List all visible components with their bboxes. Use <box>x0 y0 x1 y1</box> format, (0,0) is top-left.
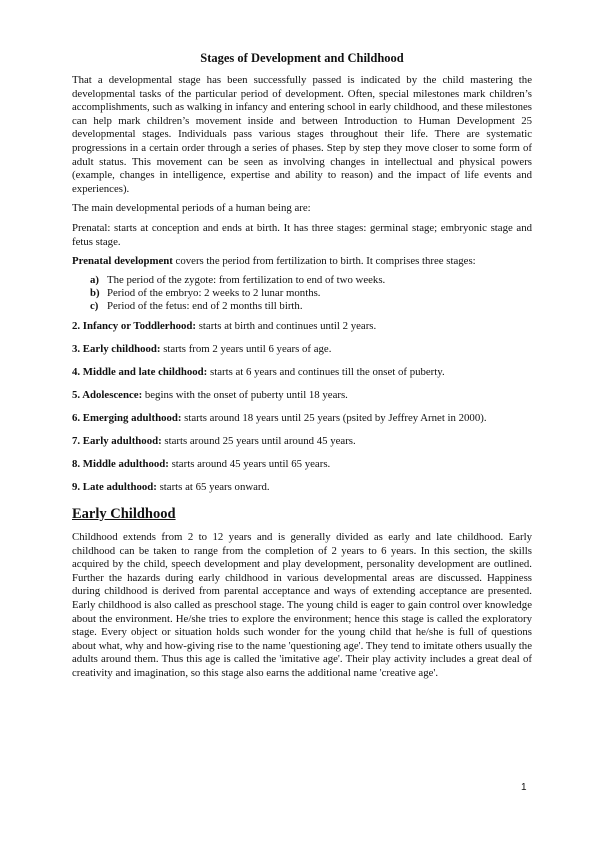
sub-stage-item <box>90 287 532 300</box>
stage-item <box>72 366 532 380</box>
page-number: 1 <box>521 782 527 793</box>
sub-stage-text: The period of the zygote: from fertilization to end of two weeks. <box>107 273 386 286</box>
stage-item <box>72 458 532 472</box>
stage-label: 3. Early childhood: <box>72 342 161 355</box>
stage-item <box>72 435 532 449</box>
stage-description: starts at birth and continues until 2 years. <box>196 319 377 332</box>
stage-item <box>72 412 532 426</box>
stage-label: 9. Late adulthood: <box>72 481 157 494</box>
stage-description: starts at 6 years and continues till the onset of puberty. <box>207 365 445 378</box>
stage-label: 7. Early adulthood: <box>72 435 162 448</box>
stage-label: 4. Middle and late childhood: <box>72 365 208 378</box>
stage-item <box>72 320 532 334</box>
prenatal-paragraph: Prenatal: starts at conception and ends at birth. It has three stages: germinal stage; embryonic stage and fetus stage. <box>72 221 532 248</box>
sub-stage-letter: c) <box>90 299 99 312</box>
prenatal-development-text: covers the period from fertilization to birth. It comprises three stages: <box>172 255 476 268</box>
sub-stage-text: Period of the embryo: 2 weeks to 2 lunar months. <box>107 286 321 299</box>
prenatal-development-paragraph <box>72 255 532 269</box>
document-title: Stages of Development and Childhood <box>200 51 404 65</box>
stage-label: 2. Infancy or Toddlerhood: <box>72 319 196 332</box>
periods-intro: The main developmental periods of a human being are: <box>72 202 311 215</box>
sub-stage-text: Period of the fetus: end of 2 months till birth. <box>107 299 303 312</box>
stage-description: starts from 2 years until 6 years of age. <box>160 342 332 355</box>
stage-label: 8. Middle adulthood: <box>72 458 169 471</box>
stage-label: 6. Emerging adulthood: <box>72 412 182 425</box>
stage-item <box>72 481 532 495</box>
section-heading: Early Childhood <box>72 505 176 522</box>
sub-stage-item <box>90 300 532 313</box>
stage-description: starts at 65 years onward. <box>156 481 270 494</box>
stage-description: starts around 45 years until 65 years. <box>168 458 331 471</box>
stage-description: starts around 25 years until around 45 years. <box>161 435 356 448</box>
stage-description: starts around 18 years until 25 years (psited by Jeffrey Arnet in 2000). <box>181 412 487 425</box>
stage-label: 5. Adolescence: <box>72 389 143 401</box>
sub-stage-item <box>90 274 532 287</box>
document-page <box>72 50 532 681</box>
stage-item <box>72 343 532 357</box>
sub-stage-letter: b) <box>90 286 100 299</box>
early-childhood-paragraph: Childhood extends from 2 to 12 years and is generally divided as early and late childhood. Early childhood can be taken to range from the completion of 2 years to 6 years. In this section, the skills acquired by the child, speech development and play development, personality development are outlined. Further the hazards during early childhood in various developmental areas are discussed. Happiness during childhood is derived from parental acceptance and ways of extending acceptance are presented. Early childhood is also called as preschool stage. The young child is eager to gain control over knowledge about the environment. He/she tries to explore the environment; hence this stage is called the exploratory stage. Every object or situation holds such wonder for the young child that he/she is full of questions about what, why and how-giving rise to the name 'questioning age'. They tend to imitate others usually the adults around them. Thus this age is called the 'imitative age'. Their play activity includes a great deal of creativity and imagination, so this stage also earns the additional name 'creative age'. <box>72 530 532 679</box>
sub-stage-letter: a) <box>90 273 99 286</box>
prenatal-development-term: Prenatal development <box>72 255 173 268</box>
prenatal-sub-stage-list <box>72 274 532 313</box>
stage-description: begins with the onset of puberty until 18 years. <box>142 389 348 401</box>
stage-item <box>72 389 532 403</box>
intro-paragraph: That a developmental stage has been successfully passed is indicated by the child mastering the developmental tasks of the particular period of development. Often, special milestones mark children’s accomplishments, such as walking in infancy and entering school in early childhood, and these milestones can help mark children’s movement inside and between Introduction to Human Development 25 developmental stages. Individuals pass various stages throughout their life. There are systematic progressions in a certain order through a series of phases. Step by step they move closer to some form of adult status. This movement can be seen as involving changes in intellectual and physical powers (example, changes in intelligence, expertise and ability to reason) and the impact of life events and experiences). <box>72 74 532 195</box>
